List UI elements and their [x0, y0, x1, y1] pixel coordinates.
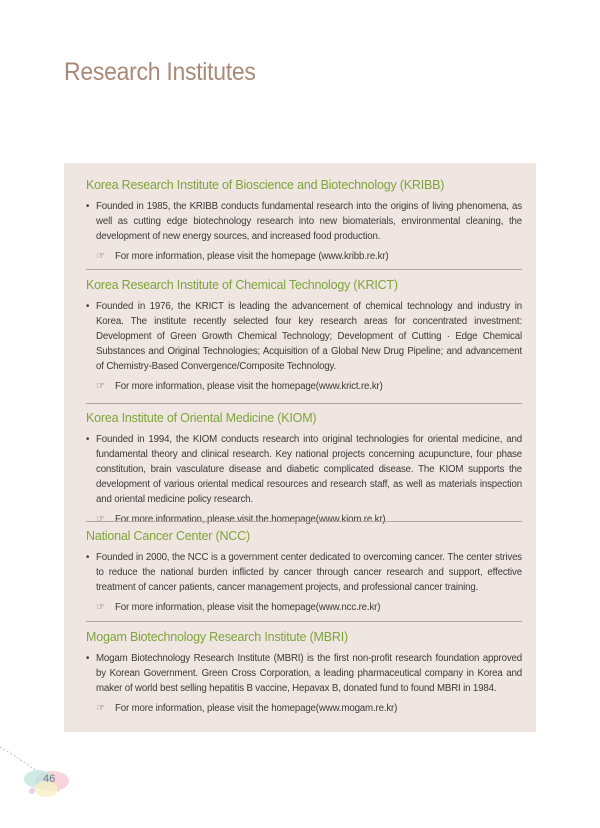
institute-kribb: [86, 178, 522, 264]
lilac-dot: [29, 788, 35, 794]
bullet: •: [86, 552, 90, 563]
section-divider: [86, 403, 522, 404]
more-info-line: [86, 379, 522, 394]
pointing-hand-icon: ☞: [96, 703, 105, 714]
institute-krict: [86, 278, 522, 394]
description-text: Founded in 1976, the KRICT is leading the advancement of chemical technology and industry in Korea. The institute recently selected four key research areas for concentrated investment: Development of Green Growth Chemical Technology; Development of Cutting · Edge Chemical Substances and Original Technologies; Acquisition of a Global New Drug Pipeline; and advancement of Chemistry-Based Convergence/Composite Technology.: [96, 301, 522, 372]
institute-description: [86, 651, 522, 696]
bullet: •: [86, 653, 90, 664]
institutes-panel: [64, 163, 536, 732]
institute-ncc: [86, 529, 522, 615]
institute-description: [86, 432, 522, 507]
institute-description: [86, 550, 522, 595]
pointing-hand-icon: ☞: [96, 381, 105, 392]
more-info-text: For more information, please visit the homepage(www.kiom.re.kr): [115, 514, 386, 525]
more-info-line: [86, 701, 522, 716]
institute-description: [86, 199, 522, 244]
more-info-line: [86, 600, 522, 615]
pointing-hand-icon: ☞: [96, 514, 105, 525]
institute-title: Korea Research Institute of Chemical Technology (KRICT): [86, 278, 398, 292]
more-info-line: [86, 249, 522, 264]
institute-mbri: [86, 630, 522, 716]
institute-title: Korea Institute of Oriental Medicine (KIOM): [86, 411, 317, 425]
section-divider: [86, 621, 522, 622]
bullet: •: [86, 301, 90, 312]
bullet: •: [86, 434, 90, 445]
description-text: Mogam Biotechnology Research Institute (MBRI) is the first non-profit research foundation approved by Korean Government. Green Cross Corporation, a leading pharmaceutical company in Korea and maker of world best selling hepatitis B vaccine, Hepavax B, donated fund to found MBRI in 1984.: [96, 653, 522, 694]
institute-kiom: [86, 411, 522, 527]
more-info-text: For more information, please visit the homepage(www.krict.re.kr): [115, 381, 383, 392]
more-info-text: For more information, please visit the homepage (www.kribb.re.kr): [115, 251, 389, 262]
section-divider: [86, 269, 522, 270]
institute-description: [86, 299, 522, 374]
description-text: Founded in 1994, the KIOM conducts research into original technologies for oriental medicine, and fundamental theory and clinical research. Key national projects concerning acupuncture, four phase constitution, brain vasculature disease and diabetic complicated disease. The KIOM supports the development of various oriental medical resources and research staff, as well as materials inspection and oriental medicine policy research.: [96, 434, 522, 505]
description-text: Founded in 2000, the NCC is a government center dedicated to overcoming cancer. The center strives to reduce the national burden inflicted by cancer through cancer research and support, effective treatment of cancer patients, cancer management projects, and professional cancer training.: [96, 552, 522, 593]
institute-title: Mogam Biotechnology Research Institute (MBRI): [86, 630, 348, 644]
page-title: Research Institutes: [64, 58, 256, 86]
more-info-text: For more information, please visit the homepage(www.mogam.re.kr): [115, 703, 398, 714]
more-info-line: [86, 512, 522, 527]
bullet: •: [86, 201, 90, 212]
institute-title: Korea Research Institute of Bioscience and Biotechnology (KRIBB): [86, 178, 445, 192]
institute-title: National Cancer Center (NCC): [86, 529, 250, 543]
section-divider: [86, 521, 522, 522]
description-text: Founded in 1985, the KRIBB conducts fundamental research into the origins of living phenomena, as well as cutting edge biotechnology research into new biomaterials, environmental cleaning, the development of new energy sources, and increased food production.: [96, 201, 522, 242]
page-number: 46: [43, 773, 56, 785]
more-info-text: For more information, please visit the homepage(www.ncc.re.kr): [115, 602, 381, 613]
pointing-hand-icon: ☞: [96, 251, 105, 262]
pointing-hand-icon: ☞: [96, 602, 105, 613]
